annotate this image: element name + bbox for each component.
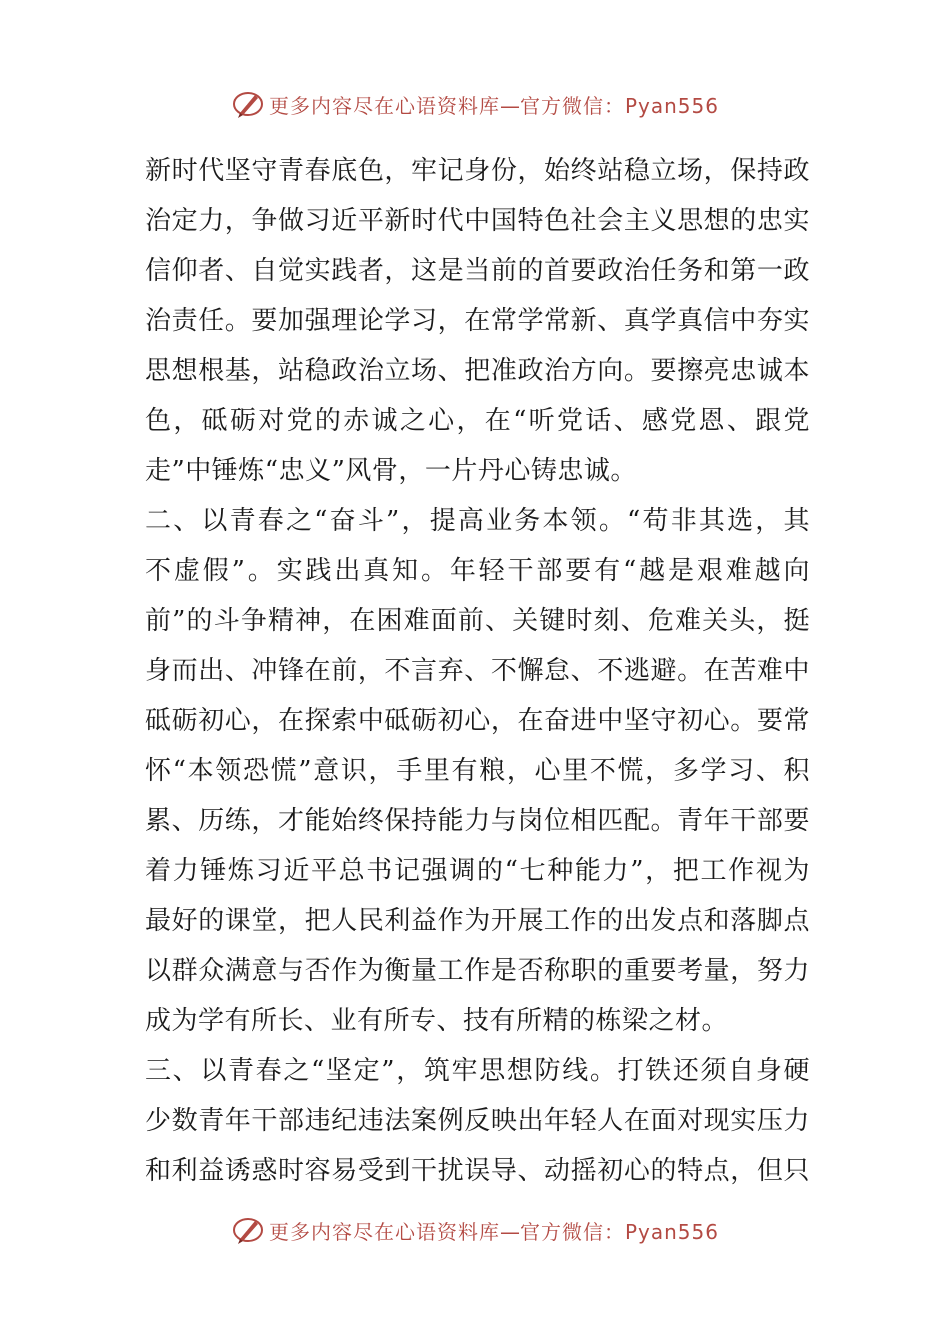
body-line: 前”的斗争精神，在困难面前、关键时刻、危难关头，挺 xyxy=(145,606,810,636)
banner-site-text: 更多内容尽在心语资料库 xyxy=(268,1219,500,1244)
body-line: 走”中锤炼“忠义”风骨，一片丹心铸忠诚。 xyxy=(145,456,637,486)
banner-wechat-text: 官方微信：Pyan556 xyxy=(519,1219,719,1244)
body-line: 累、历练，才能始终保持能力与岗位相匹配。青年干部要 xyxy=(145,806,810,836)
header-banner xyxy=(0,84,950,124)
banner-separator: — xyxy=(499,93,520,118)
document-body xyxy=(145,146,810,1196)
banner-separator: — xyxy=(499,1219,520,1244)
body-line: 治定力，争做习近平新时代中国特色社会主义思想的忠实 xyxy=(145,206,810,236)
body-line: 最好的课堂，把人民利益作为开展工作的出发点和落脚点 xyxy=(145,906,810,936)
body-line: 成为学有所长、业有所专、技有所精的栋梁之材。 xyxy=(145,1006,729,1036)
body-line: 和利益诱惑时容易受到干扰误导、动摇初心的特点，但只 xyxy=(145,1156,810,1186)
body-line: 色，砥砺对党的赤诚之心，在“听党话、感党恩、跟党 xyxy=(145,406,810,436)
body-line: 三、以青春之“坚定”，筑牢思想防线。打铁还须自身硬 xyxy=(145,1056,810,1086)
banner-site-text: 更多内容尽在心语资料库 xyxy=(268,93,500,118)
pen-logo-icon xyxy=(231,1213,265,1247)
body-line: 新时代坚守青春底色，牢记身份，始终站稳立场，保持政 xyxy=(145,156,810,186)
body-line: 思想根基，站稳政治立场、把准政治方向。要擦亮忠诚本 xyxy=(145,356,810,386)
banner-wechat-text: 官方微信：Pyan556 xyxy=(519,93,719,118)
body-line: 怀“本领恐慌”意识，手里有粮，心里不慌，多学习、积 xyxy=(145,756,810,786)
body-line: 信仰者、自觉实践者，这是当前的首要政治任务和第一政 xyxy=(145,256,810,286)
body-line: 治责任。要加强理论学习，在常学常新、真学真信中夯实 xyxy=(145,306,810,336)
body-line: 砥砺初心，在探索中砥砺初心，在奋进中坚守初心。要常 xyxy=(145,706,810,736)
body-line: 着力锤炼习近平总书记强调的“七种能力”，把工作视为 xyxy=(145,856,810,886)
body-line: 身而出、冲锋在前，不言弃、不懈怠、不逃避。在苦难中 xyxy=(145,656,810,686)
body-line: 以群众满意与否作为衡量工作是否称职的重要考量，努力 xyxy=(145,956,810,986)
body-line: 少数青年干部违纪违法案例反映出年轻人在面对现实压力 xyxy=(145,1106,810,1136)
body-line: 二、以青春之“奋斗”，提高业务本领。“苟非其选，其 xyxy=(145,506,810,536)
body-line: 不虚假”。实践出真知。年轻干部要有“越是艰难越向 xyxy=(145,556,810,586)
pen-logo-icon xyxy=(231,87,265,121)
footer-banner xyxy=(0,1210,950,1250)
